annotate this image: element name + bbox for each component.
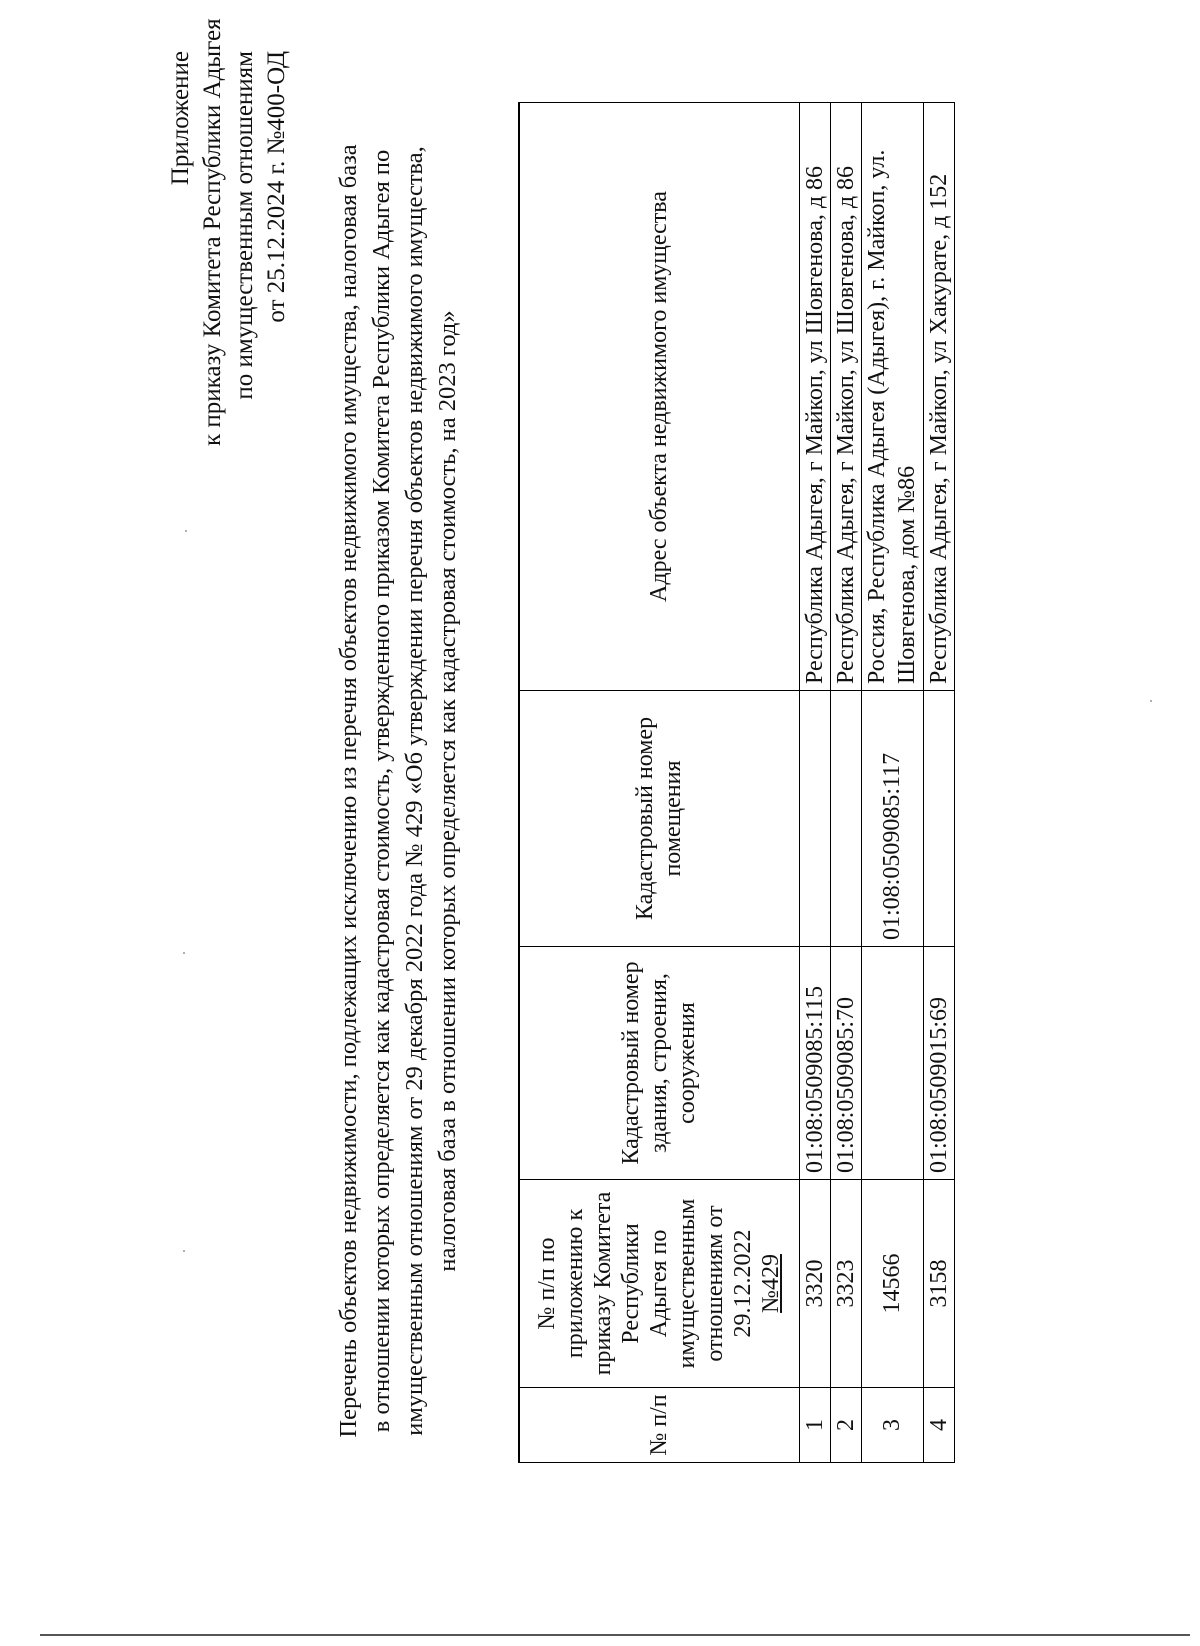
cell-appendix-num: 3320 [799,1180,830,1388]
cell-building-cadastral: 01:08:0509085:115 [799,947,830,1180]
appendix-title: Приложение [167,51,194,186]
cell-appendix-num: 3158 [923,1180,954,1388]
scan-speck [185,530,187,532]
table-header-row [519,103,799,1463]
table-row [799,103,830,1463]
cell-building-cadastral: 01:08:0509015:69 [923,947,954,1180]
header-appendix-order-number: №429 [758,1254,785,1313]
cell-address: Республика Адыгея, г Майкоп, ул Шовгенова, д 86 [830,103,861,691]
header-address: Адрес объекта недвижимого имущества [519,103,799,691]
table-row [861,103,923,1463]
cell-num: 3 [861,1388,923,1463]
scan-speck [1150,700,1152,702]
cell-building-cadastral [861,947,923,1180]
document-title: Перечень объектов недвижимости, подлежащих исключению из перечня объектов недвижимого имущества, налоговая база в отношении которых определяется как кадастровая стоимость, утвержденного приказом Комитета Республики Адыгея по имущественным отношениям от 29 декабря 2022 года № 429 «Об утверждении перечня объектов недвижимого имущества, налоговая база в отношении которых определяется как кадастровая стоимость, на 2023 год» [335,144,461,1438]
cell-num: 4 [923,1388,954,1463]
appendix-order-line: к приказу Комитета Республики Адыгея [199,18,226,446]
cell-num: 1 [799,1388,830,1463]
header-num: № п/п [519,1388,799,1463]
property-table [518,102,955,1463]
cell-room-cadastral: 01:08:0509085:117 [861,691,923,947]
cell-address: Республика Адыгея, г Майкоп, ул Шовгенова, д 86 [799,103,830,691]
appendix-committee-line: по имущественным отношениям [231,51,258,400]
cell-room-cadastral [830,691,861,947]
table-row [923,103,954,1463]
cell-address: Республика Адыгея, г Майкоп, ул Хакурате, д 152 [923,103,954,691]
scan-edge-line [40,1634,1190,1636]
table-row [830,103,861,1463]
scan-speck [183,952,185,954]
header-appendix-num [519,1180,799,1388]
header-room-cadastral: Кадастровый номер помещения [519,691,799,947]
scan-speck [183,1250,185,1252]
header-building-cadastral: Кадастровый номер здания, строения, сооружения [519,947,799,1180]
cell-room-cadastral [923,691,954,947]
cell-room-cadastral [799,691,830,947]
appendix-header [165,18,293,446]
appendix-date-number: от 25.12.2024 г. №400-ОД [263,51,290,323]
cell-appendix-num: 14566 [861,1180,923,1388]
cell-appendix-num: 3323 [830,1180,861,1388]
header-appendix-num-text: № п/п по приложению к приказу Комитета Республики Адыгея по имущественным отношениям от 29.12.2022 [534,1191,757,1376]
cell-address: Россия, Республика Адыгея (Адыгея), г. Майкоп, ул. Шовгенова, дом №86 [861,103,923,691]
cell-building-cadastral: 01:08:0509085:70 [830,947,861,1180]
cell-num: 2 [830,1388,861,1463]
